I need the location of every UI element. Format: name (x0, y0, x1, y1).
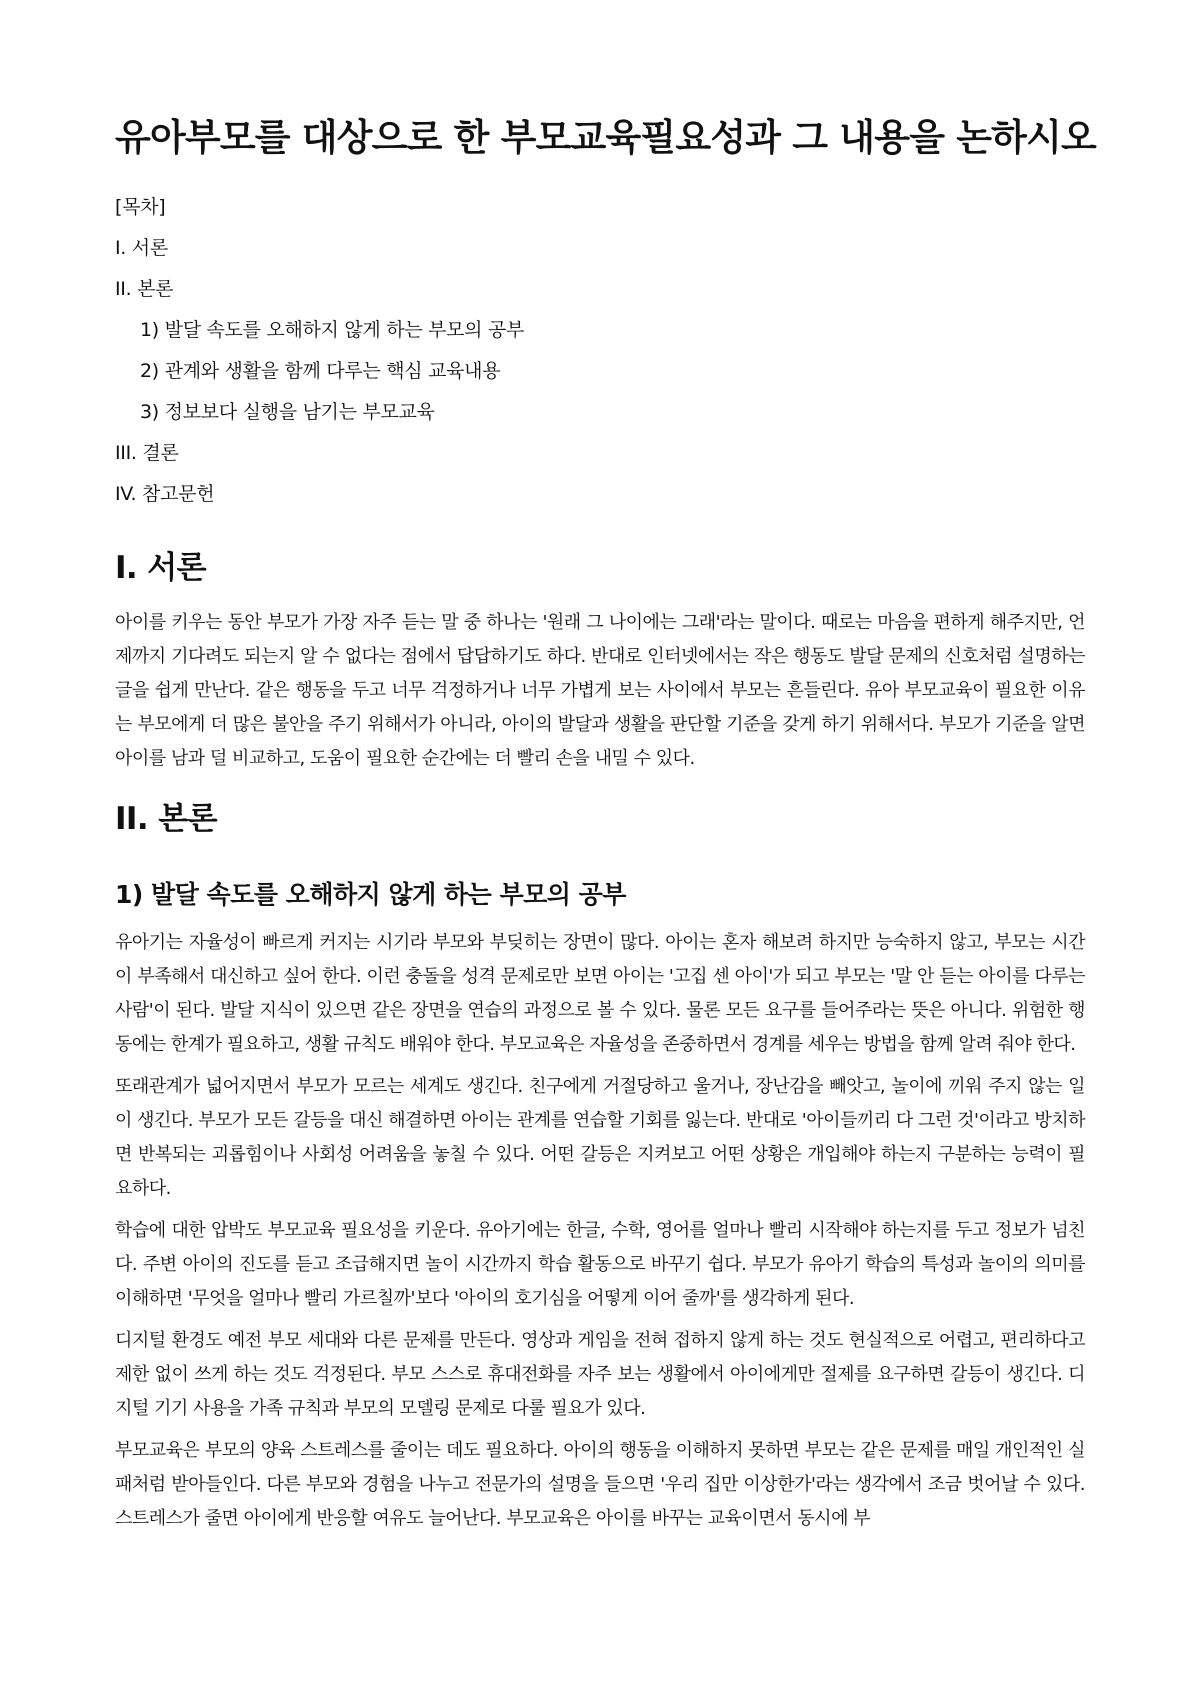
body-paragraph-3: 학습에 대한 압박도 부모교육 필요성을 키운다. 유아기에는 한글, 수학, 영어를 얼마나 빨리 시작해야 하는지를 두고 정보가 넘친다. 주변 아이의 진도를 듣고 조급해지면 놀이 시간까지 학습 활동으로 바꾸기 쉽다. 부모가 유아기 학습의 특성과 놀이의 의미를 이해하면 '무엇을 얼마나 빨리 가르칠까'보다 '아이의 호기심을 어떻게 이어 줄까'를 생각하게 된다. (115, 1220, 1085, 1309)
intro-paragraph: 아이를 키우는 동안 부모가 가장 자주 듣는 말 중 하나는 '원래 그 나이에는 그래'라는 말이다. 때로는 마음을 편하게 해주지만, 언제까지 기다려도 되는지 알 수 없다는 점에서 답답하기도 하다. 반대로 인터넷에서는 작은 행동도 발달 문제의 신호처럼 설명하는 글을 쉽게 만난다. 같은 행동을 두고 너무 걱정하거나 너무 가볍게 보는 사이에서 부모는 흔들린다. 유아 부모교육이 필요한 이유는 부모에게 더 많은 불안을 주기 위해서가 아니라, 아이의 발달과 생활을 판단할 기준을 갖게 하기 위해서다. 부모가 기준을 알면 아이를 남과 덜 비교하고, 도움이 필요한 순간에는 더 빨리 손을 내밀 수 있다. (115, 612, 1085, 769)
toc-item-body-3: 3) 정보보다 실행을 남기는 부모교육 (140, 401, 435, 423)
toc-item-references: IV. 참고문헌 (115, 483, 215, 505)
toc-item-body-1: 1) 발달 속도를 오해하지 않게 하는 부모의 공부 (140, 319, 525, 341)
toc-item-body: II. 본론 (115, 278, 174, 300)
toc-item-intro: I. 서론 (115, 237, 168, 259)
toc-label: [목차] (115, 196, 166, 218)
toc-item-body-2: 2) 관계와 생활을 함께 다루는 핵심 교육내용 (140, 360, 501, 382)
document-title: 유아부모를 대상으로 한 부모교육필요성과 그 내용을 논하시오 (115, 116, 1096, 159)
body-paragraph-1: 유아기는 자율성이 빠르게 커지는 시기라 부모와 부딪히는 장면이 많다. 아이는 혼자 해보려 하지만 능숙하지 않고, 부모는 시간이 부족해서 대신하고 싶어 한다. 이런 충돌을 성격 문제로만 보면 아이는 '고집 센 아이'가 되고 부모는 '말 안 듣는 아이를 다루는 사람'이 된다. 발달 지식이 있으면 같은 장면을 연습의 과정으로 볼 수 있다. 물론 모든 요구를 들어주라는 뜻은 아니다. 위험한 행동에는 한계가 필요하고, 생활 규칙도 배워야 한다. 부모교육은 자율성을 존중하면서 경계를 세우는 방법을 함께 알려 줘야 한다. (115, 932, 1085, 1055)
body-subheading-1: 1) 발달 속도를 오해하지 않게 하는 부모의 공부 (115, 880, 626, 909)
table-of-contents (115, 194, 1085, 507)
body-paragraph-4: 디지털 환경도 예전 부모 세대와 다른 문제를 만든다. 영상과 게임을 전혀 접하지 않게 하는 것도 현실적으로 어렵고, 편리하다고 제한 없이 쓰게 하는 것도 걱정된다. 부모 스스로 휴대전화를 자주 보는 생활에서 아이에게만 절제를 요구하면 갈등이 생긴다. 디지털 기기 사용을 가족 규칙과 부모의 모델링 문제로 다룰 필요가 있다. (115, 1330, 1085, 1419)
intro-heading: I. 서론 (115, 550, 206, 586)
body-heading: II. 본론 (115, 801, 217, 837)
toc-item-conclusion: III. 결론 (115, 442, 179, 464)
body-paragraph-5: 부모교육은 부모의 양육 스트레스를 줄이는 데도 필요하다. 아이의 행동을 이해하지 못하면 부모는 같은 문제를 매일 개인적인 실패처럼 받아들인다. 다른 부모와 경험을 나누고 전문가의 설명을 들으면 '우리 집만 이상한가'라는 생각에서 조금 벗어날 수 있다. 스트레스가 줄면 아이에게 반응할 여유도 늘어난다. 부모교육은 아이를 바꾸는 교육이면서 동시에 부 (115, 1440, 1085, 1529)
body-paragraph-2: 또래관계가 넓어지면서 부모가 모르는 세계도 생긴다. 친구에게 거절당하고 울거나, 장난감을 빼앗고, 놀이에 끼워 주지 않는 일이 생긴다. 부모가 모든 갈등을 대신 해결하면 아이는 관계를 연습할 기회를 잃는다. 반대로 '아이들끼리 다 그런 것'이라고 방치하면 반복되는 괴롭힘이나 사회성 어려움을 놓칠 수 있다. 어떤 갈등은 지켜보고 어떤 상황은 개입해야 하는지 구분하는 능력이 필요하다. (115, 1076, 1085, 1199)
